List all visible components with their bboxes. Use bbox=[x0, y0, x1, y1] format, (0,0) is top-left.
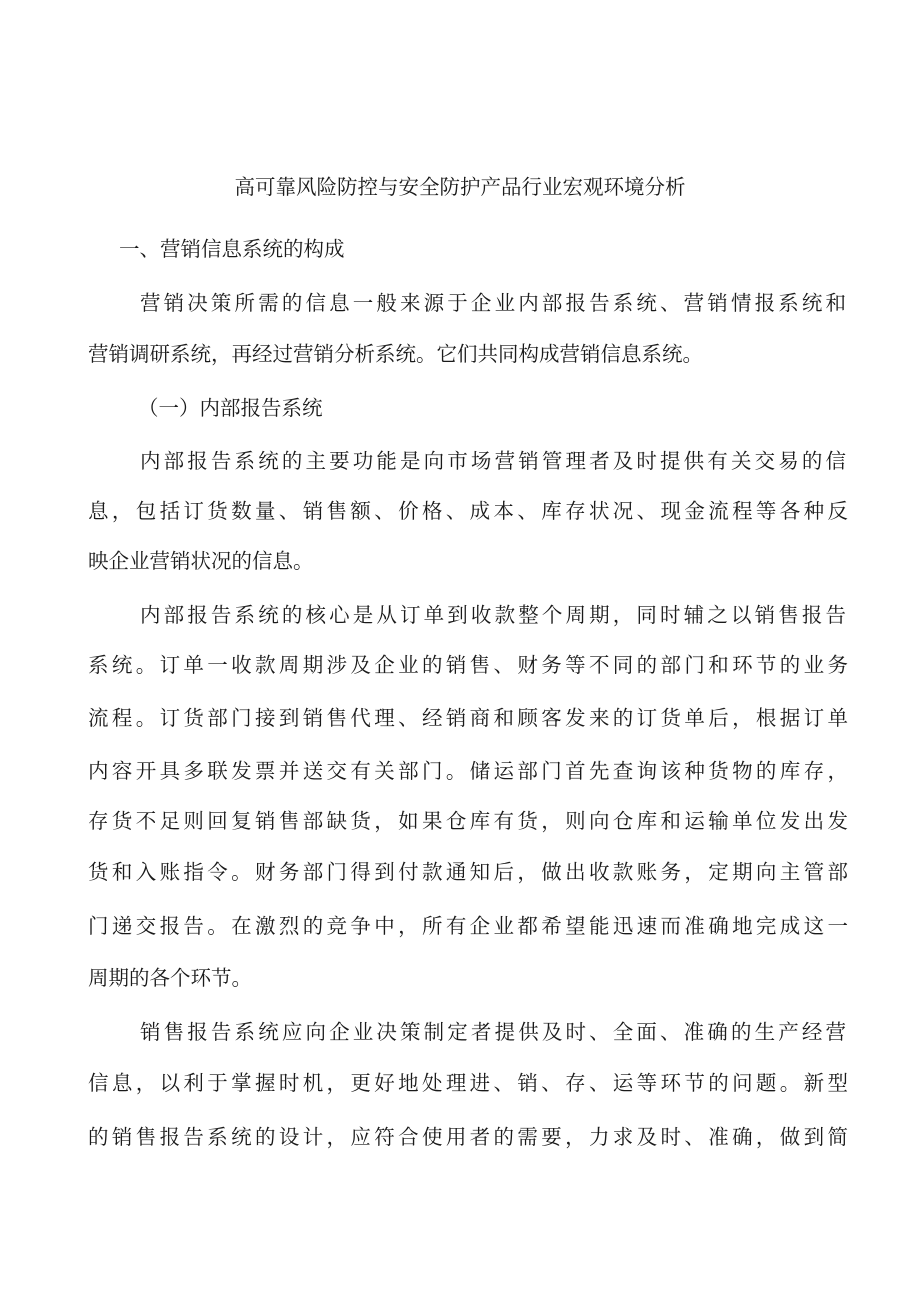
paragraph-3-line-5: 存货不足则回复销售部缺货，如果仓库有货，则向仓库和运输单位发出发 bbox=[88, 809, 848, 833]
paragraph-3-line-8: 周期的各个环节。 bbox=[88, 966, 252, 990]
paragraph-3-line-3: 流程。订货部门接到销售代理、经销商和顾客发来的订货单后，根据订单 bbox=[88, 706, 848, 730]
paragraph-3-line-2: 系统。订单一收款周期涉及企业的销售、财务等不同的部门和环节的业务 bbox=[88, 653, 848, 677]
paragraph-1-line-2: 营销调研系统，再经过营销分析系统。它们共同构成营销信息系统。 bbox=[88, 342, 703, 366]
section-heading: 一、营销信息系统的构成 bbox=[119, 237, 345, 261]
paragraph-3-line-7: 门递交报告。在激烈的竞争中，所有企业都希望能迅速而准确地完成这一 bbox=[88, 914, 848, 938]
paragraph-2-line-1: 内部报告系统的主要功能是向市场营销管理者及时提供有关交易的信 bbox=[140, 449, 846, 473]
paragraph-2-line-3: 映企业营销状况的信息。 bbox=[88, 549, 314, 573]
paragraph-3-line-1: 内部报告系统的核心是从订单到收款整个周期，同时辅之以销售报告 bbox=[140, 603, 846, 627]
paragraph-3-line-6: 货和入账指令。财务部门得到付款通知后，做出收款账务，定期向主管部 bbox=[88, 860, 848, 884]
paragraph-3-line-4: 内容开具多联发票并送交有关部门。储运部门首先查询该种货物的库存， bbox=[88, 759, 848, 783]
paragraph-4-line-2: 信息，以利于掌握时机，更好地处理进、销、存、运等环节的问题。新型 bbox=[88, 1071, 848, 1095]
paragraph-4-line-1: 销售报告系统应向企业决策制定者提供及时、全面、准确的生产经营 bbox=[140, 1020, 846, 1044]
paragraph-1-line-1: 营销决策所需的信息一般来源于企业内部报告系统、营销情报系统和 bbox=[140, 291, 846, 315]
paragraph-2-line-2: 息，包括订货数量、销售额、价格、成本、库存状况、现金流程等各种反 bbox=[88, 499, 848, 523]
paragraph-4-line-3: 的销售报告系统的设计，应符合使用者的需要，力求及时、准确，做到简 bbox=[88, 1125, 848, 1149]
document-title: 高可靠风险防控与安全防护产品行业宏观环境分析 bbox=[234, 175, 686, 199]
subsection-heading: （一）内部报告系统 bbox=[138, 396, 323, 420]
